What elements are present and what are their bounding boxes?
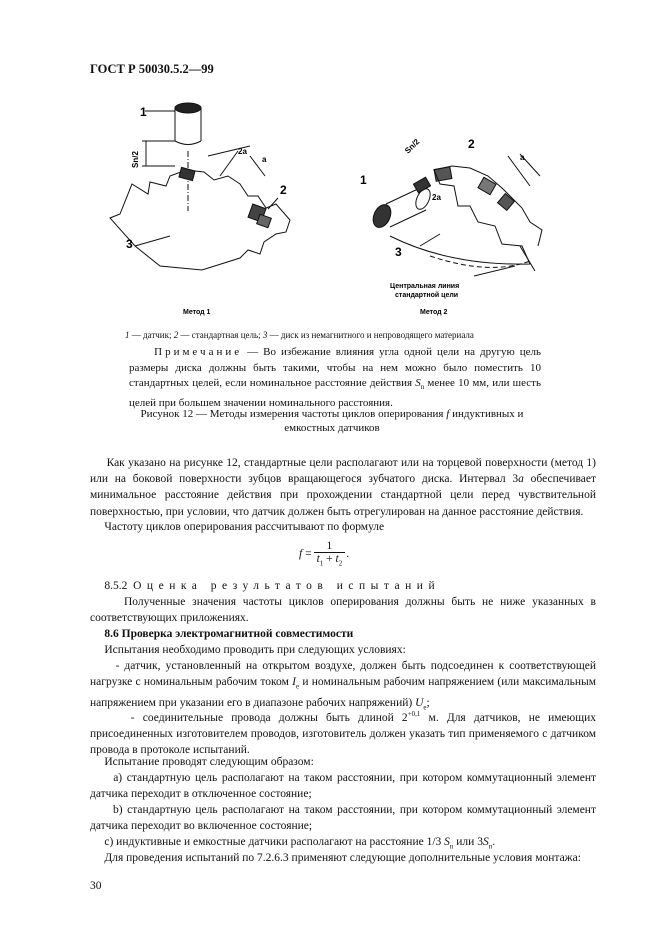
paragraph-5-I: I xyxy=(292,676,296,689)
method2-disk xyxy=(390,166,542,264)
dimension-sn-method1: Sn/2 xyxy=(131,151,140,168)
note-sn-sub: n xyxy=(420,383,425,392)
paragraph-11 xyxy=(90,850,596,866)
caption-line1a: Рисунок 12 — Методы измерения частоты циклов оперирования xyxy=(140,408,447,420)
paragraph-5-b: и номинальным рабочим напряжением (или максимальным напряжением при указании его в диапазоне рабочих напряжений) xyxy=(90,676,596,709)
paragraph-4-text: Испытания необходимо проводить при следующих условиях: xyxy=(104,644,406,656)
paragraph-5-I-sub: e xyxy=(295,682,300,691)
figure-12-drawing xyxy=(90,96,570,336)
note-label: Примечание xyxy=(154,346,243,358)
paragraph-9-text: b) стандартную цель располагают на таком расстоянии, при котором коммутационный элемент датчика переходит во включенное состояние; xyxy=(90,804,596,833)
paragraph-10-S-sub: n xyxy=(449,842,454,851)
paragraph-1-var-a: a xyxy=(518,473,524,486)
legend-2-text: — стандартная цель; xyxy=(178,330,263,340)
paragraph-5-c: ; xyxy=(426,696,430,709)
callout-1-method2: 1 xyxy=(360,173,367,187)
paragraph-7 xyxy=(90,754,596,770)
paragraph-3-text: Полученные значения частоты циклов оперирования должны быть не ниже указанных в соответствующих приложениях. xyxy=(90,596,596,625)
center-line-label-2: стандартной цели xyxy=(395,292,459,299)
legend-1-num: 1 xyxy=(125,330,130,340)
paragraph-6-a: - соединительные провода должны быть длиной 2 xyxy=(130,711,408,724)
caption-line2: емкостных датчиков xyxy=(284,422,380,434)
section-8-5-2-number: 8.5.2 xyxy=(104,580,128,592)
figure-caption xyxy=(112,407,552,435)
paragraph-5-U: U xyxy=(415,696,424,709)
dimension-2a-method2: 2a xyxy=(432,193,441,202)
formula-dot: . xyxy=(346,547,350,560)
callout-2-method1: 2 xyxy=(280,183,287,197)
paragraph-10-c: . xyxy=(492,836,496,848)
formula-denominator xyxy=(314,553,346,568)
method2-sensor xyxy=(370,186,433,230)
paragraph-8-text: a) стандартную цель располагают на таком расстоянии, при котором коммутационный элемент датчика переходит в отключенное состояние; xyxy=(90,772,596,801)
paragraph-5-U-sub: e xyxy=(423,703,427,711)
note-sn-var: S xyxy=(415,377,421,389)
paragraph-1-a: Как указано на рисунке 12, стандартные цели располагают или на торцевой поверхности (метод 1) или на боковой поверхности зубцов вращающегося зубчатого диска. Интервал 3 xyxy=(90,457,597,486)
legend-3-text: — диск из немагнитного и непроводящего материала xyxy=(267,330,474,340)
method1-label: Метод 1 xyxy=(183,309,211,316)
legend-2-num: 2 xyxy=(173,330,179,340)
paragraph-11-text: Для проведения испытаний по 7.2.6.3 применяют следующие дополнительные условия монтажа: xyxy=(104,852,581,864)
formula-t2-sub: 2 xyxy=(338,559,343,568)
legend-3-num: 3 xyxy=(262,330,268,340)
formula-table xyxy=(298,540,350,567)
formula-eq: = xyxy=(302,547,312,560)
paragraph-6-b: м. Для датчиков, не имеющих присоединенных изготовителем проводов, изготовитель должен указать тип применяемого с датчиком провода в протоколе испытаний. xyxy=(90,711,597,757)
section-8-5-2-heading xyxy=(90,578,596,594)
method1-sensor xyxy=(175,103,201,211)
note-text-1: — Во избежание влияния угла одной цели на другую цель размеры диска должны быть такими, чтобы на нем можно было поместить 10 стандартных целей, если номинальное расстояние действия xyxy=(129,346,542,389)
legend-1-text: — датчик; xyxy=(129,330,174,340)
paragraph-10-S2-sub: n xyxy=(488,842,493,851)
paragraph-7-text: Испытание проводят следующим образом: xyxy=(104,756,314,768)
section-8-6-title: 8.6 Проверка электромагнитной совместимости xyxy=(104,628,354,640)
formula-t1-sub: 1 xyxy=(319,559,324,568)
paragraph-6 xyxy=(90,706,596,758)
method2-label: Метод 2 xyxy=(420,309,448,316)
formula-plus: + xyxy=(323,553,336,565)
formula-numerator: 1 xyxy=(314,540,346,553)
callout-3-method1: 3 xyxy=(126,237,133,251)
callout-2-method2: 2 xyxy=(468,137,475,151)
formula-f: f xyxy=(299,547,303,560)
paragraph-3 xyxy=(90,594,596,626)
paragraph-10-b: или 3 xyxy=(453,836,483,848)
center-line-label: Центральная линия xyxy=(390,283,460,290)
formula xyxy=(298,540,350,567)
paragraph-6-sup: +0,1 xyxy=(407,710,421,718)
caption-f: f xyxy=(446,408,450,420)
page-number: 30 xyxy=(90,880,102,892)
paragraph-1-b: обеспечивает минимальное расстояние действия при прохождении стандартной цели перед чувствительной поверхностью, при условии, что датчик должен быть отрегулирован на данное расстояние действия. xyxy=(90,473,596,518)
paragraph-5-a: - датчик, установленный на открытом воздухе, должен быть подсоединен к соответствующей нагрузке с номинальным рабочим током xyxy=(90,660,597,689)
formula-t1: t xyxy=(316,553,320,565)
paragraph-2 xyxy=(90,519,596,535)
note-text-2: менее 10 мм, или шесть целей при большем значении номинального расстояния. xyxy=(129,377,542,409)
paragraph-1 xyxy=(90,455,596,520)
dimension-sn-method2: Sn/2 xyxy=(403,137,422,156)
paragraph-10-S: S xyxy=(444,836,450,848)
caption-line1b: индуктивных и xyxy=(449,408,524,420)
paragraph-10-S2: S xyxy=(482,836,489,848)
paragraph-4 xyxy=(90,642,596,658)
callout-3-method2: 3 xyxy=(395,245,402,259)
dimension-a-method2: a xyxy=(520,153,525,162)
callout-1-method1: 1 xyxy=(140,105,147,119)
figure-note xyxy=(129,345,541,411)
document-code: ГОСТ Р 50030.5.2—99 xyxy=(90,62,214,76)
paragraph-8 xyxy=(90,770,596,802)
section-8-6-heading xyxy=(90,626,596,642)
section-8-5-2-title: Оценка результатов испытаний xyxy=(133,580,441,592)
dimension-a-method1: a xyxy=(262,155,267,164)
paragraph-9 xyxy=(90,802,596,834)
paragraph-10-a: c) индуктивные и емкостные датчики располагают на расстояние 1/3 xyxy=(104,836,445,848)
formula-t2: t xyxy=(335,553,339,565)
figure-legend xyxy=(125,330,474,340)
formula-lhs xyxy=(298,540,314,567)
paragraph-2-text: Частоту циклов оперирования рассчитывают по формуле xyxy=(104,521,385,533)
dimension-2a-method1: 2a xyxy=(238,147,247,156)
